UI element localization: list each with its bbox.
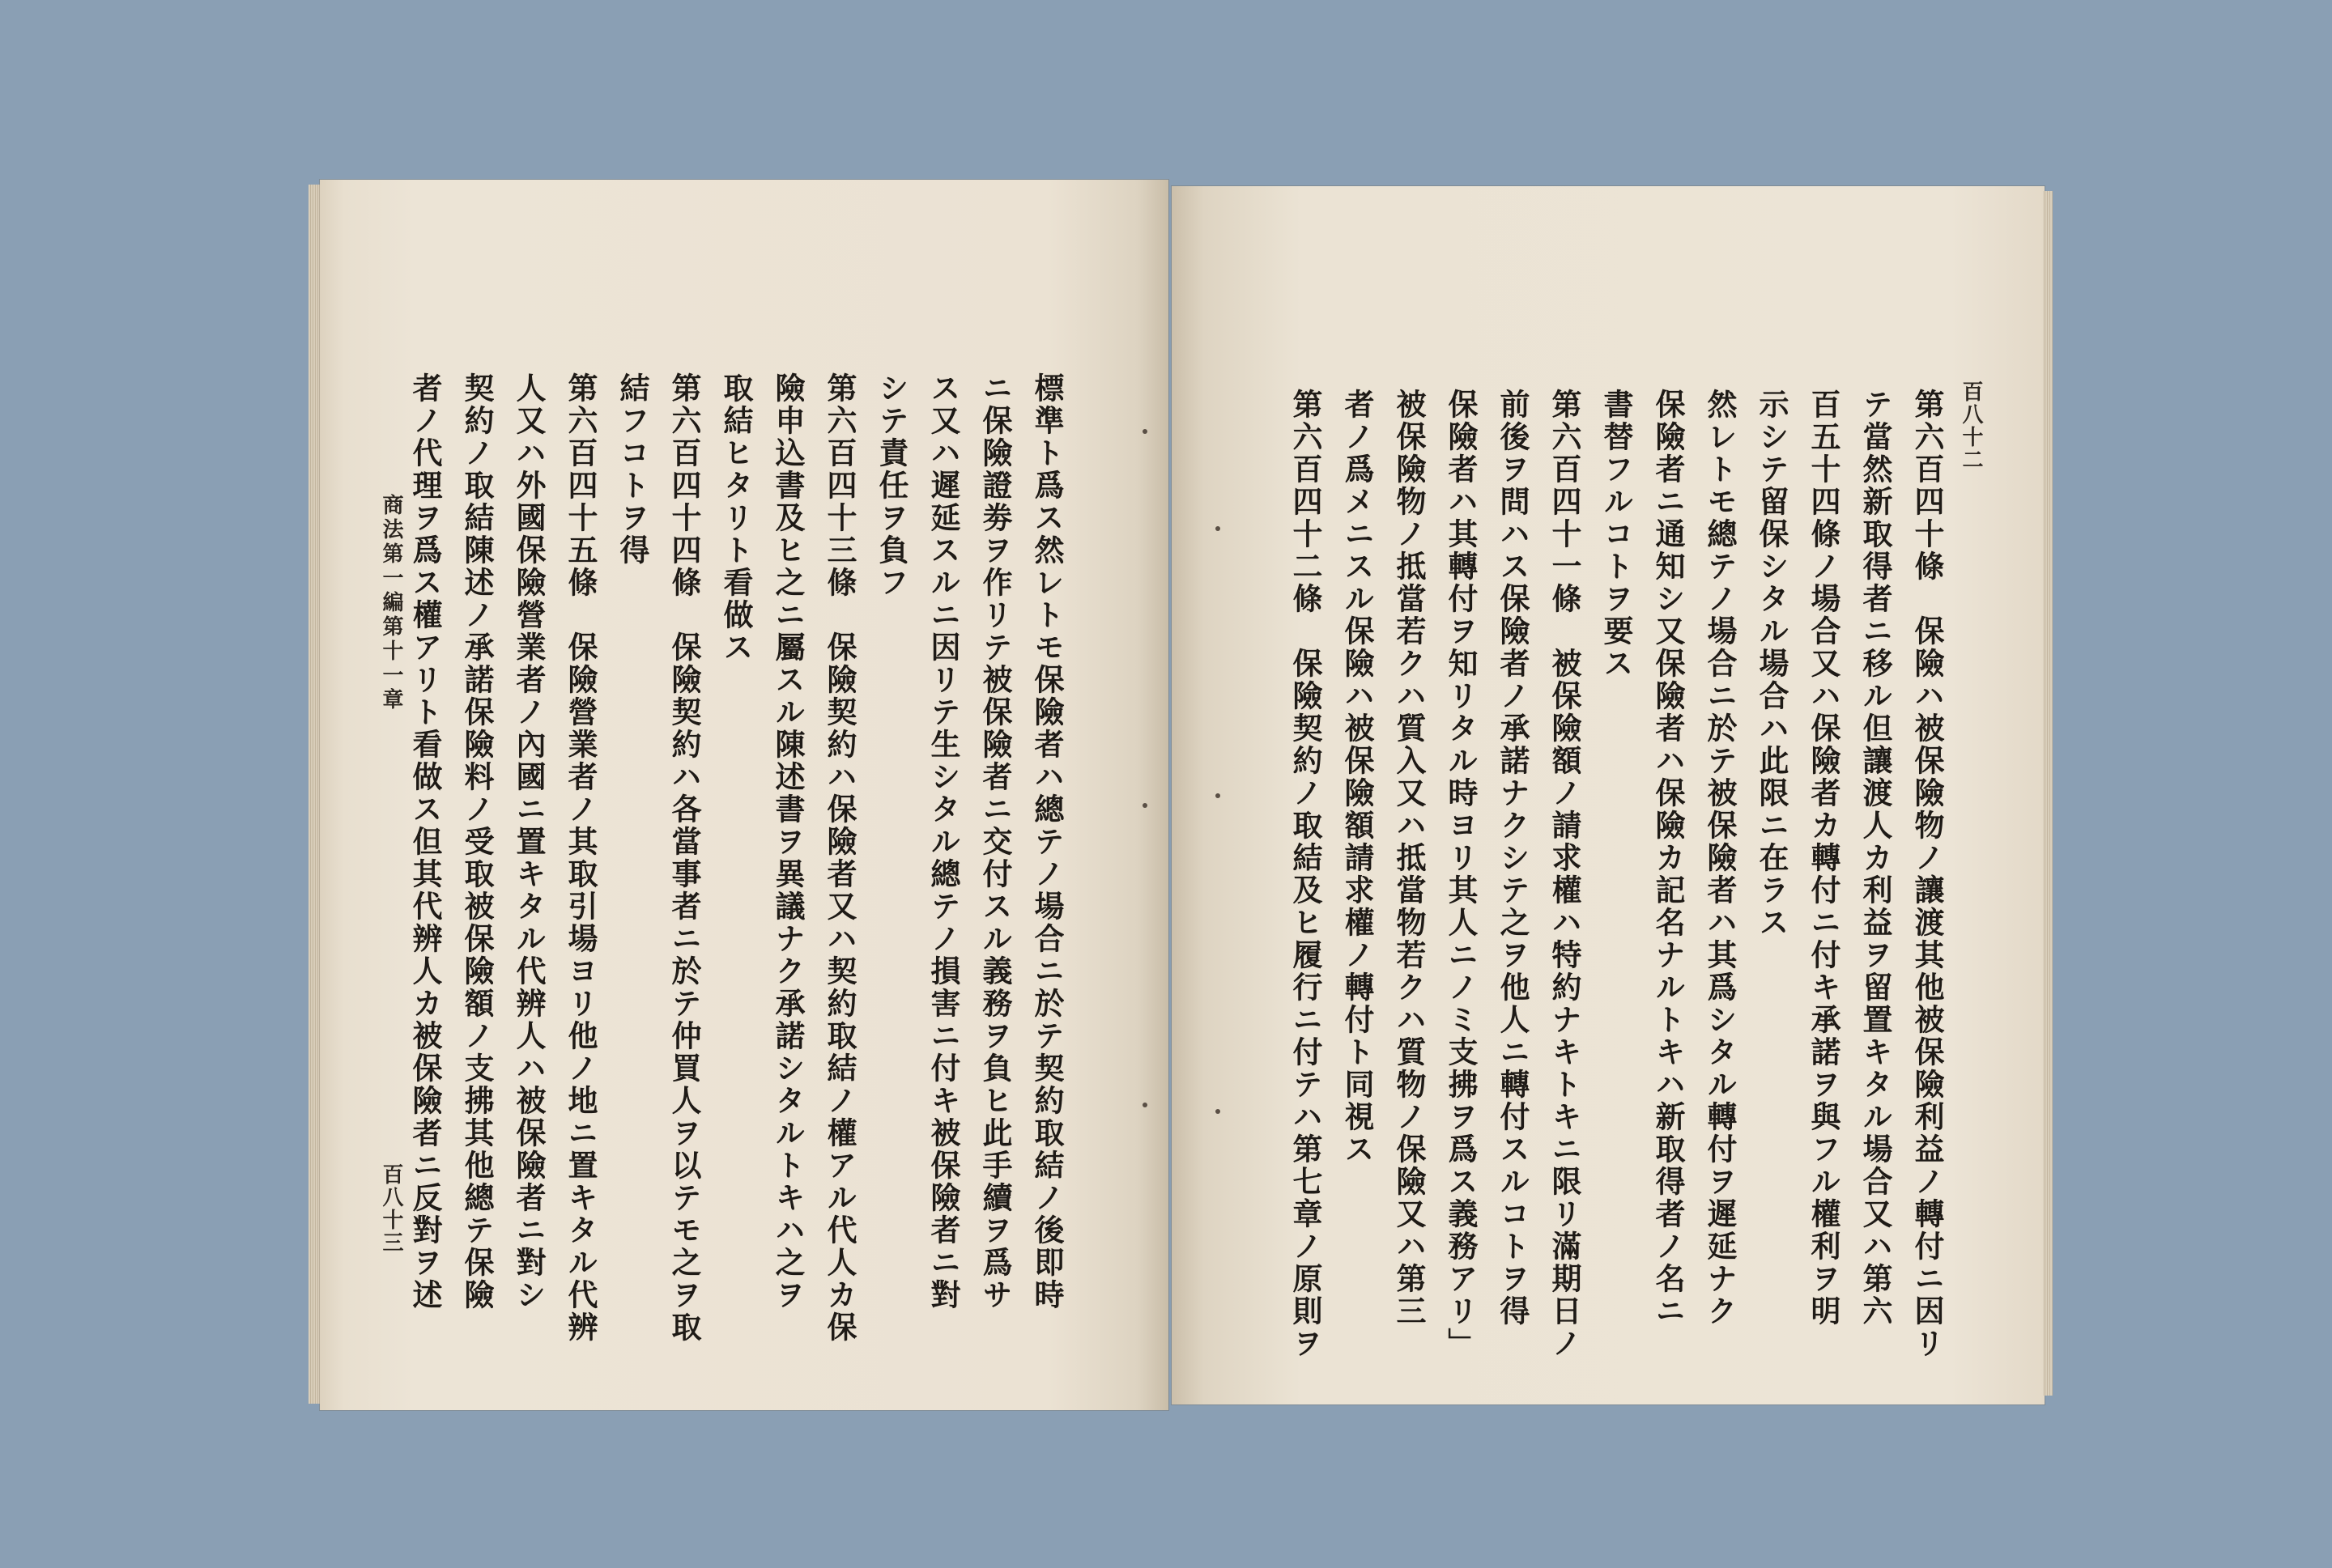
text-column: テ當然新取得者ニ移ル但讓渡人カ利益ヲ留置キタル場合又ハ第六 (1858, 389, 1893, 1328)
text-column: 取結ヒタリト看做ス (718, 372, 754, 664)
text-column: 然レトモ總テノ場合ニ於テ被保險者ハ其爲シタル轉付ヲ遲延ナク (1702, 389, 1738, 1328)
text-column: 書替フルコトヲ要ス (1598, 389, 1634, 680)
left-page (320, 180, 1168, 1410)
text-column: 百五十四條ノ場合又ハ保險者カ轉付ニ付キ承諾ヲ與フル權利ヲ明 (1806, 389, 1841, 1328)
page-number-left: 百八十三 (379, 1163, 403, 1254)
open-book (320, 180, 2045, 1410)
left-text-block (409, 372, 1063, 1376)
text-column: 保險者ハ其轉付ヲ知リタル時ヨリ其人ニノミ支拂ヲ爲ス義務アリ」 (1443, 389, 1479, 1360)
text-column: 保險者ニ通知シ又保險者ハ保險カ記名ナルトキハ新取得者ノ名ニ (1650, 389, 1686, 1328)
text-column: 契約ノ取結陳述ノ承諾保險料ノ受取被保險額ノ支拂其他總テ保險 (459, 372, 495, 1311)
text-column: 前後ヲ問ハス保險者ノ承諾ナクシテ之ヲ他人ニ轉付スルコトヲ得 (1495, 389, 1530, 1328)
text-column: 示シテ留保シタル場合ハ此限ニ在ラス (1754, 389, 1789, 939)
right-page (1172, 186, 2045, 1404)
text-column: 第六百四十四條 保險契約ハ各當事者ニ於テ仲買人ヲ以テモ之ヲ取 (666, 372, 702, 1344)
text-column: 第六百四十三條 保險契約ハ保險者又ハ契約取結ノ權アル代人カ保 (822, 372, 857, 1344)
page-number-right: 百八十二 (1959, 380, 1983, 471)
text-column: 標準ト爲ス然レトモ保險者ハ總テノ場合ニ於テ契約取結ノ後即時 (1029, 372, 1065, 1311)
ink-spot (1143, 1103, 1147, 1107)
text-column: 第六百四十一條 被保險額ノ請求權ハ特約ナキトキニ限リ滿期日ノ (1547, 389, 1582, 1360)
ink-spot (1215, 526, 1220, 531)
ink-spot (1143, 803, 1147, 808)
text-column: 被保險物ノ抵當若クハ質入又ハ抵當物若クハ質物ノ保險又ハ第三 (1391, 389, 1427, 1328)
text-column: 人又ハ外國保險營業者ノ內國ニ置キタル代辨人ハ被保險者ニ對シ (511, 372, 547, 1311)
text-column: 者ノ爲メニスル保險ハ被保險額請求權ノ轉付ト同視ス (1339, 389, 1375, 1166)
text-column: 者ノ代理ヲ爲ス權アリト看做ス但其代辨人カ被保險者ニ反對ヲ述 (407, 372, 443, 1311)
text-column: 險申込書及ヒ之ニ屬スル陳述書ヲ異議ナク承諾シタルトキハ之ヲ (770, 372, 806, 1311)
running-head: 商法第一編第十一章 (379, 494, 403, 712)
text-column: シテ責任ヲ負フ (874, 372, 909, 599)
text-column: 第六百四十條 保險ハ被保險物ノ讓渡其他被保險利益ノ轉付ニ因リ (1909, 389, 1945, 1360)
ink-spot (1215, 793, 1220, 798)
text-column: 第六百四十二條 保險契約ノ取結及ヒ履行ニ付テハ第七章ノ原則ヲ (1287, 389, 1323, 1360)
text-column: ニ保險證劵ヲ作リテ被保險者ニ交付スル義務ヲ負ヒ此手續ヲ爲サ (977, 372, 1013, 1311)
page-edges-right (2043, 191, 2053, 1396)
text-column: 結フコトヲ得 (615, 372, 650, 567)
ink-spot (1215, 1109, 1220, 1114)
text-column: ス又ハ遲延スルニ因リテ生シタル總テノ損害ニ付キ被保險者ニ對 (926, 372, 961, 1311)
text-column: 第六百四十五條 保險營業者ノ其取引場ヨリ他ノ地ニ置キタル代辨 (563, 372, 598, 1344)
ink-spot (1143, 429, 1147, 434)
right-text-block (1289, 389, 1943, 1392)
